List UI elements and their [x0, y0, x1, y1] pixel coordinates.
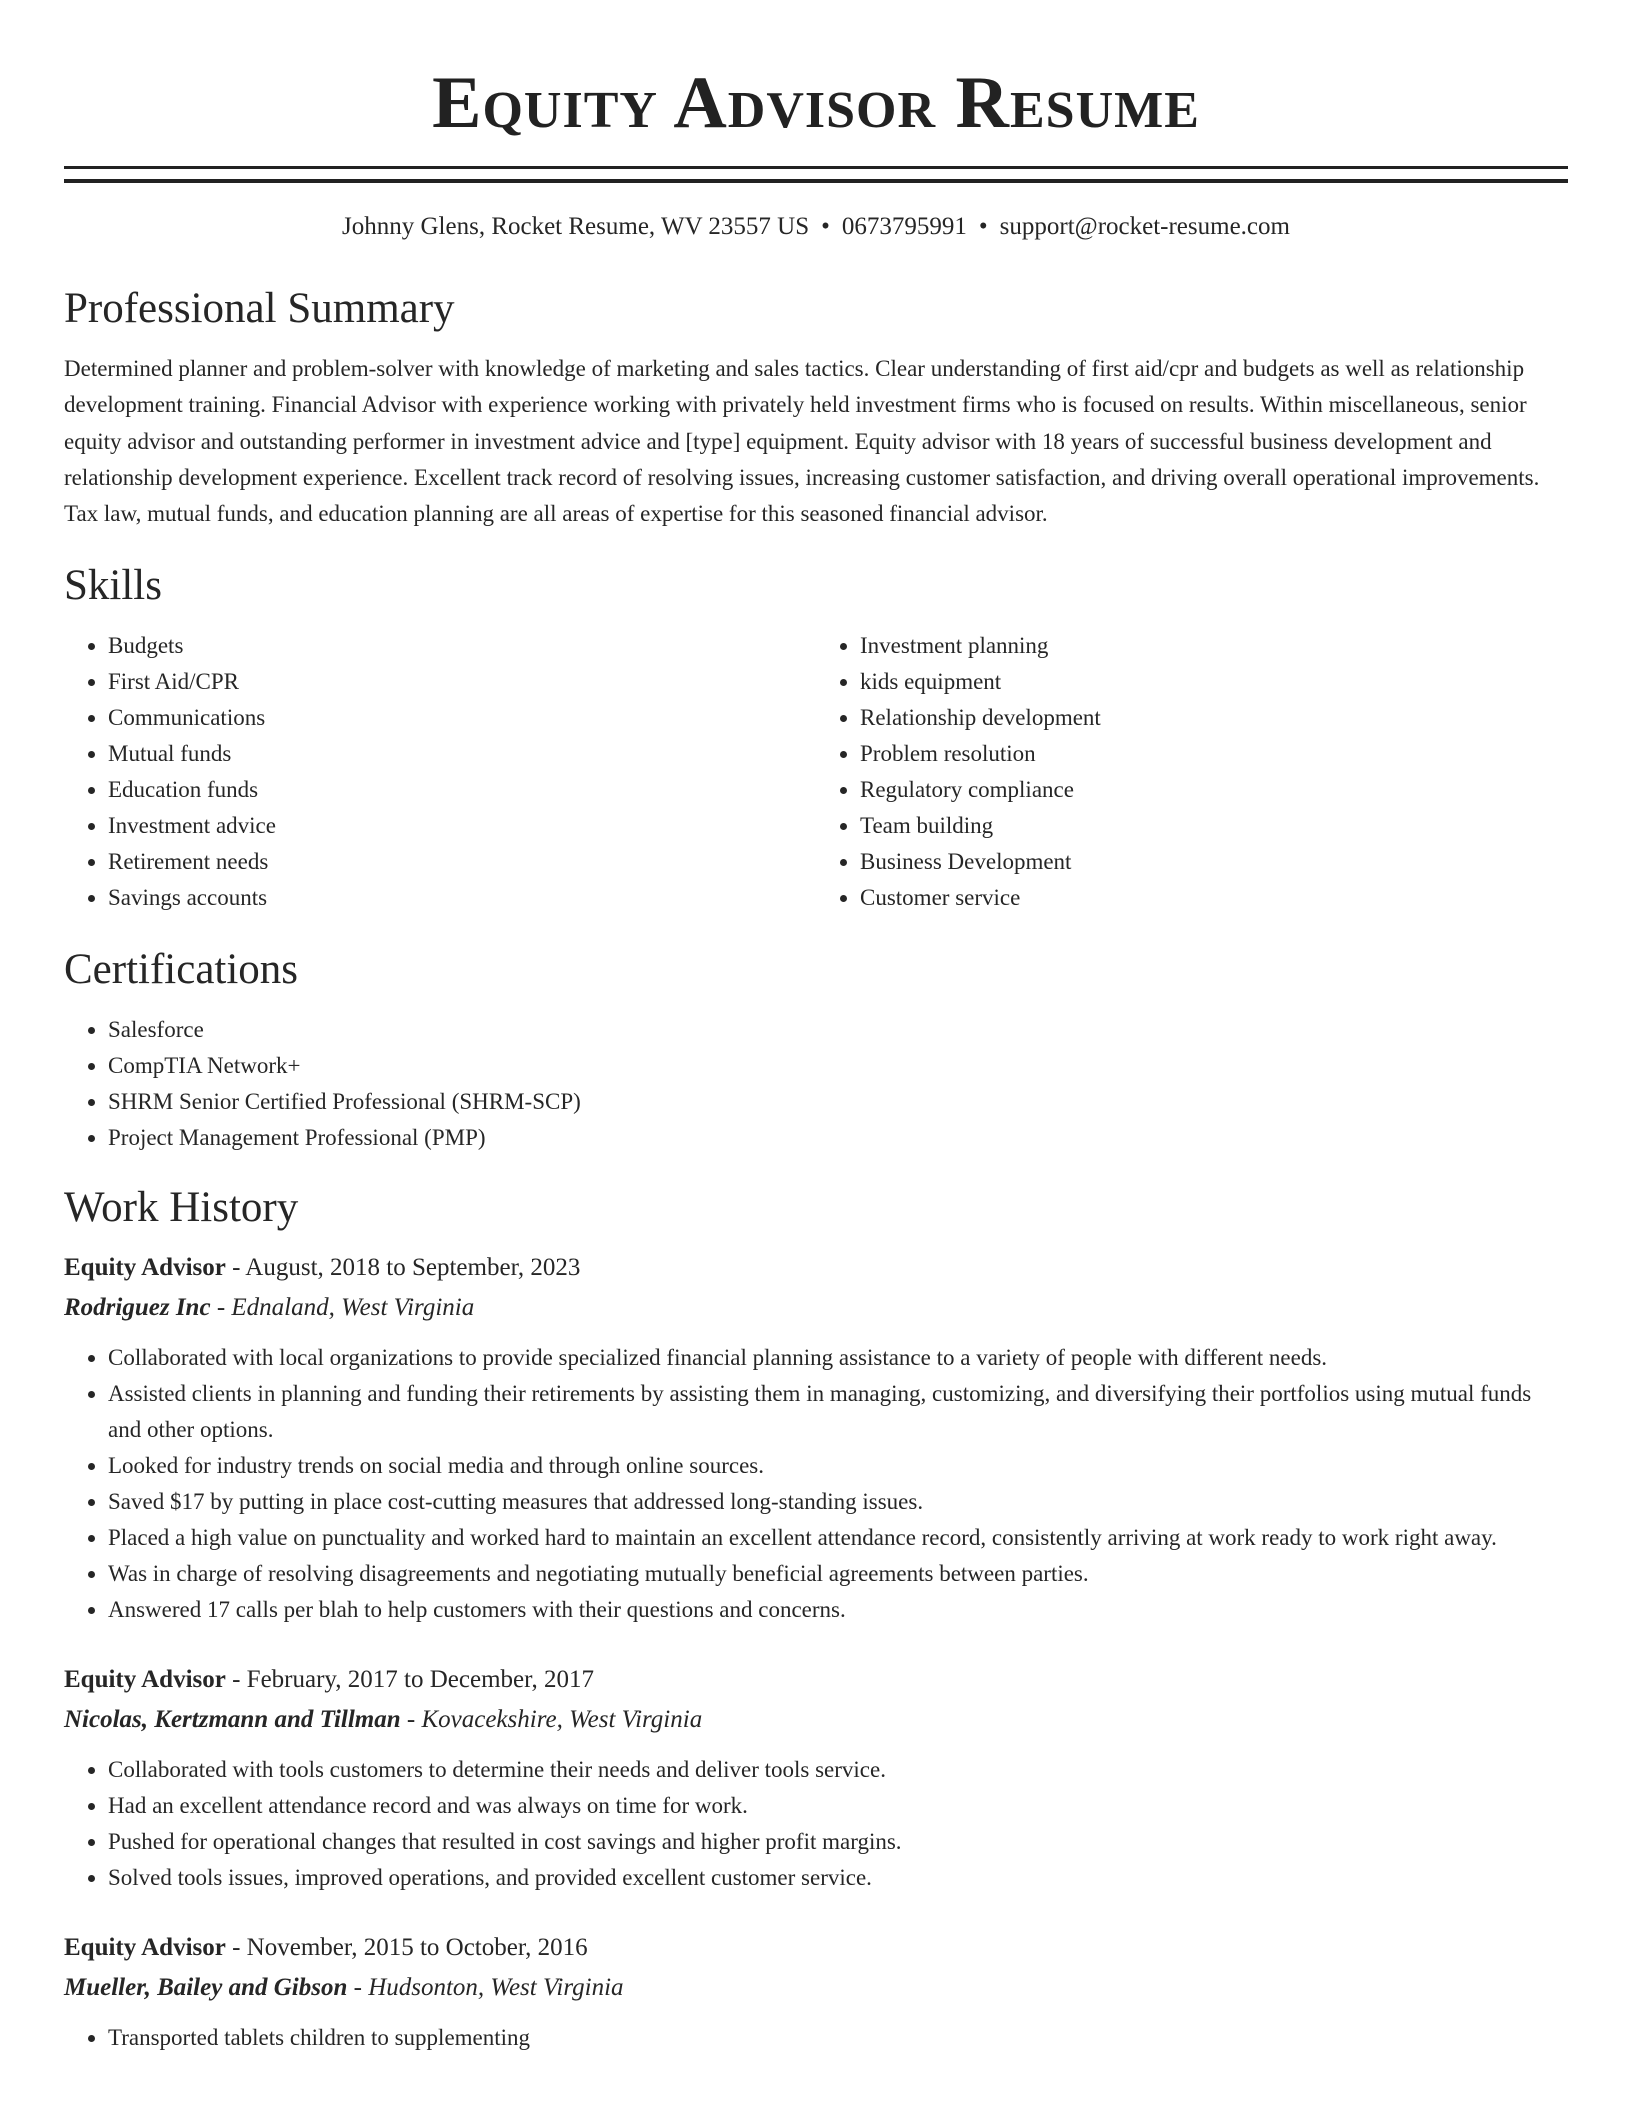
job-title: Equity Advisor: [64, 1934, 226, 1962]
job-title: Equity Advisor: [64, 1666, 226, 1694]
resume-title: Equity Advisor Resume: [432, 62, 1200, 144]
skills-columns: [64, 628, 1568, 916]
job-dates: - August, 2018 to September, 2023: [225, 1254, 581, 1282]
job-bullets: [64, 1340, 1568, 1628]
skill-item: • Retirement needs: [108, 844, 816, 880]
job-bullet: • Pushed for operational changes that resulted in cost savings and higher profit margins.: [108, 1824, 1568, 1860]
work-history-heading: Work History: [64, 1184, 299, 1232]
skill-item: • Education funds: [108, 772, 816, 808]
job-title-line: [64, 1250, 1568, 1286]
title-divider: [64, 166, 1568, 183]
skill-item: • Investment advice: [108, 808, 816, 844]
skill-item: • Business Development: [860, 844, 1568, 880]
job-bullet: • Transported tablets children to supplementing: [108, 2020, 1568, 2056]
job-location: - Hudsonton, West Virginia: [347, 1974, 624, 2002]
job-company: Nicolas, Kertzmann and Tillman: [64, 1706, 401, 1734]
certification-item: • Project Management Professional (PMP): [108, 1120, 1568, 1156]
skill-item: • Investment planning: [860, 628, 1568, 664]
contact-separator: •: [978, 213, 988, 240]
skills-list-left: [64, 628, 816, 916]
resume-page: [64, 0, 1568, 2056]
job-bullets: [64, 1752, 1568, 1896]
job-entry: [64, 1250, 1568, 1628]
skill-item: • Budgets: [108, 628, 816, 664]
job-location: - Kovacekshire, West Virginia: [400, 1706, 703, 1734]
certification-item: • Salesforce: [108, 1012, 1568, 1048]
skill-item: • Customer service: [860, 880, 1568, 916]
job-location: - Ednaland, West Virginia: [210, 1294, 475, 1322]
job-bullet: • Solved tools issues, improved operations, and provided excellent customer service.: [108, 1860, 1568, 1896]
certification-item: • SHRM Senior Certified Professional (SHRM-SCP): [108, 1084, 1568, 1120]
skill-item: • First Aid/CPR: [108, 664, 816, 700]
skill-item: • Communications: [108, 700, 816, 736]
job-company-line: [64, 1970, 1568, 2006]
job-bullet: • Placed a high value on punctuality and worked hard to maintain an excellent attendance record, consistently arriving at work ready to work right away.: [108, 1520, 1568, 1556]
job-bullet: • Collaborated with local organizations to provide specialized financial planning assistance to a variety of people with different needs.: [108, 1340, 1568, 1376]
job-title: Equity Advisor: [64, 1254, 226, 1282]
job-dates: - November, 2015 to October, 2016: [225, 1934, 588, 1962]
skill-item: • Mutual funds: [108, 736, 816, 772]
job-bullet: • Assisted clients in planning and funding their retirements by assisting them in managing, customizing, and diversifying their portfolios using mutual funds and other options.: [108, 1376, 1568, 1448]
skills-heading: Skills: [64, 562, 162, 610]
job-bullet: • Had an excellent attendance record and was always on time for work.: [108, 1788, 1568, 1824]
job-bullet: • Collaborated with tools customers to determine their needs and deliver tools service.: [108, 1752, 1568, 1788]
certifications-list: [64, 1012, 1568, 1156]
contact-separator: •: [821, 213, 830, 240]
job-dates: - February, 2017 to December, 2017: [225, 1666, 594, 1694]
certification-item: • CompTIA Network+: [108, 1048, 1568, 1084]
skill-item: • Team building: [860, 808, 1568, 844]
skill-item: • Relationship development: [860, 700, 1568, 736]
job-company: Mueller, Bailey and Gibson: [64, 1974, 348, 2002]
skills-list-right: [816, 628, 1568, 916]
job-bullets: [64, 2020, 1568, 2056]
job-company-line: [64, 1702, 1568, 1738]
job-company: Rodriguez Inc: [64, 1294, 211, 1322]
job-title-line: [64, 1930, 1568, 1966]
job-bullet: • Answered 17 calls per blah to help customers with their questions and concerns.: [108, 1592, 1568, 1628]
contact-line: [64, 211, 1568, 243]
job-entry: [64, 1930, 1568, 2056]
skill-item: • Problem resolution: [860, 736, 1568, 772]
contact-address: Johnny Glens, Rocket Resume, WV 23557 US: [342, 213, 810, 240]
summary-heading: Professional Summary: [64, 285, 455, 332]
job-title-line: [64, 1662, 1568, 1698]
certifications-heading: Certifications: [64, 946, 299, 994]
job-bullet: • Looked for industry trends on social media and through online sources.: [108, 1448, 1568, 1484]
skill-item: • Regulatory compliance: [860, 772, 1568, 808]
job-company-line: [64, 1290, 1568, 1326]
job-entry: [64, 1662, 1568, 1896]
contact-email: support@rocket-resume.com: [999, 213, 1290, 240]
summary-text: Determined planner and problem-solver with knowledge of marketing and sales tactics. Clear understanding of first aid/cpr and budgets as well as relationship development training. Financial Advisor with experience working with privately held investment firms who is focused on results. Within miscellaneous, senior equity advisor and outstanding performer in investment advice and [type] equipment. Equity advisor with 18 years of successful business development and relationship development experience. Excellent track record of resolving issues, increasing customer satisfaction, and driving overall operational improvements. Tax law, mutual funds, and education planning are all areas of expertise for this seasoned financial advisor.: [64, 356, 1540, 527]
job-bullet: • Saved $17 by putting in place cost-cutting measures that addressed long-standing issues.: [108, 1484, 1568, 1520]
job-bullet: • Was in charge of resolving disagreements and negotiating mutually beneficial agreements between parties.: [108, 1556, 1568, 1592]
contact-phone: 0673795991: [841, 213, 967, 240]
skill-item: • Savings accounts: [108, 880, 816, 916]
skill-item: • kids equipment: [860, 664, 1568, 700]
